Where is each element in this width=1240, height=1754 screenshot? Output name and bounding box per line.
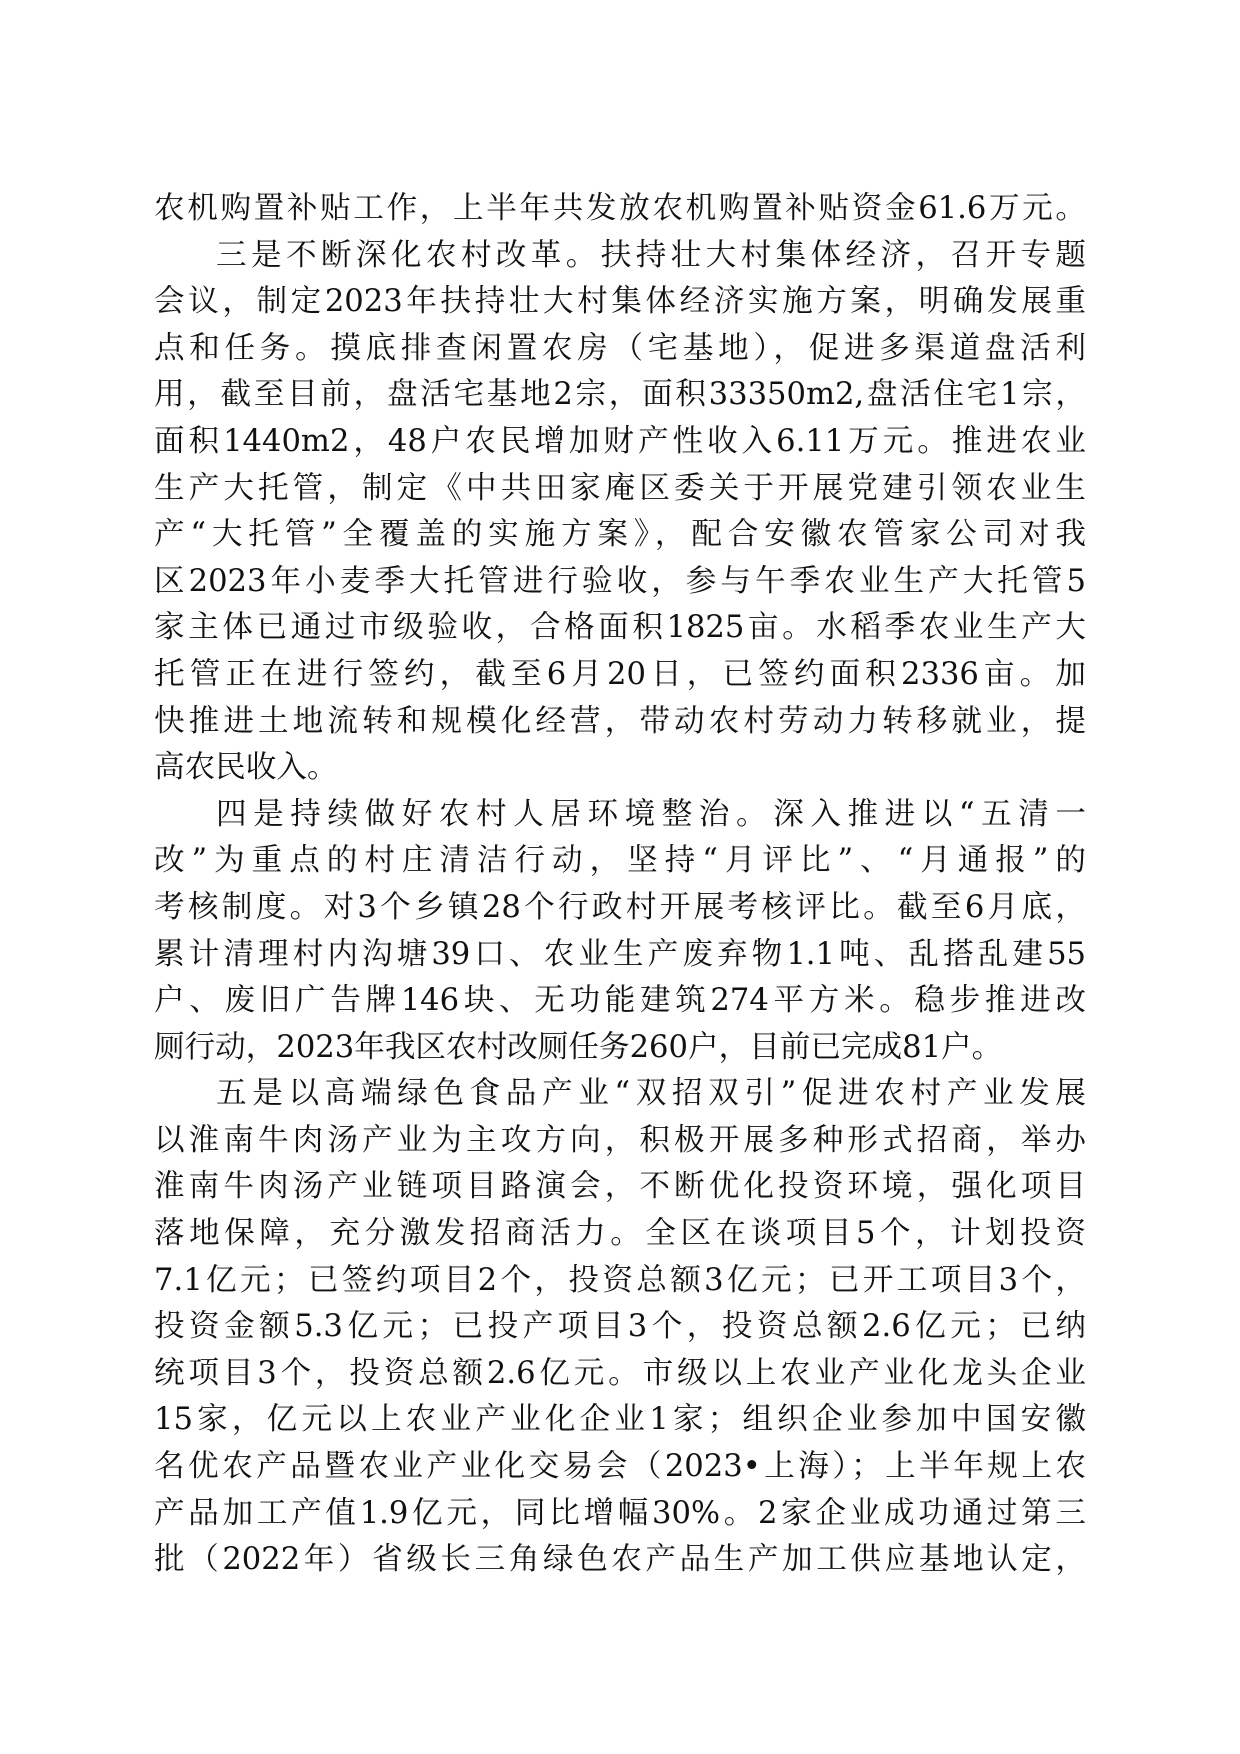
- paragraph-end-line: 高农民收入。: [154, 750, 338, 786]
- text-line: 会议，制定2023年扶持壮大村集体经济实施方案，明确发展重: [154, 284, 1086, 320]
- text-line: 户、废旧广告牌146块、无功能建筑274平方米。稳步推进改: [154, 983, 1086, 1019]
- text-line: 批（2022年）省级长三角绿色农产品生产加工供应基地认定，: [154, 1542, 1086, 1578]
- text-line: 家主体已通过市级验收，合格面积1825亩。水稻季农业生产大: [154, 610, 1086, 646]
- text-line: 7.1亿元；已签约项目2个，投资总额3亿元；已开工项目3个，: [154, 1262, 1086, 1298]
- text-line: 改”为重点的村庄清洁行动，坚持“月评比”、“月通报”的: [154, 843, 1086, 879]
- text-line: 快推进土地流转和规模化经营，带动农村劳动力转移就业，提: [154, 703, 1086, 739]
- text-line: 落地保障，充分激发招商活力。全区在谈项目5个，计划投资: [154, 1216, 1086, 1252]
- text-line: 区2023年小麦季大托管进行验收，参与午季农业生产大托管5: [154, 563, 1086, 599]
- text-line: 面积1440m2，48户农民增加财产性收入6.11万元。推进农业: [154, 423, 1086, 459]
- text-line: 名优农产品暨农业产业化交易会（2023•上海）；上半年规上农: [154, 1449, 1086, 1485]
- text-line: 用，截至目前，盘活宅基地2宗，面积33350m2,盘活住宅1宗，: [154, 377, 1086, 413]
- text-line: 产“大托管”全覆盖的实施方案》，配合安徽农管家公司对我: [154, 517, 1086, 553]
- text-line: 累计清理村内沟塘39口、农业生产废弃物1.1吨、乱搭乱建55: [154, 936, 1086, 972]
- text-line: 生产大托管，制定《中共田家庵区委关于开展党建引领农业生: [154, 470, 1086, 506]
- paragraph-start-line: 五是以高端绿色食品产业“双招双引”促进农村产业发展: [216, 1076, 1086, 1112]
- text-line: 淮南牛肉汤产业链项目路演会，不断优化投资环境，强化项目: [154, 1169, 1086, 1205]
- paragraph-start-line: 四是持续做好农村人居环境整治。深入推进以“五清一: [216, 796, 1086, 832]
- text-line: 产品加工产值1.9亿元，同比增幅30%。2家企业成功通过第三: [154, 1495, 1086, 1531]
- text-line: 投资金额5.3亿元；已投产项目3个，投资总额2.6亿元；已纳: [154, 1309, 1086, 1345]
- text-line: 以淮南牛肉汤产业为主攻方向，积极开展多种形式招商，举办: [154, 1122, 1086, 1158]
- paragraph-end-line: 厕行动，2023年我区农村改厕任务260户，目前已完成81户。: [154, 1029, 1003, 1065]
- text-line: 托管正在进行签约，截至6月20日，已签约面积2336亩。加: [154, 656, 1086, 692]
- document-body: [154, 186, 1086, 1584]
- text-line: 农机购置补贴工作，上半年共发放农机购置补贴资金61.6万元。: [154, 191, 1086, 226]
- text-line: 统项目3个，投资总额2.6亿元。市级以上农业产业化龙头企业: [154, 1355, 1086, 1391]
- text-line: 点和任务。摸底排查闲置农房（宅基地），促进多渠道盘活利: [154, 330, 1086, 366]
- text-line: 考核制度。对3个乡镇28个行政村开展考核评比。截至6月底，: [154, 889, 1086, 925]
- paragraph-start-line: 三是不断深化农村改革。扶持壮大村集体经济，召开专题: [216, 237, 1086, 273]
- text-line: 15家，亿元以上农业产业化企业1家；组织企业参加中国安徽: [154, 1402, 1086, 1438]
